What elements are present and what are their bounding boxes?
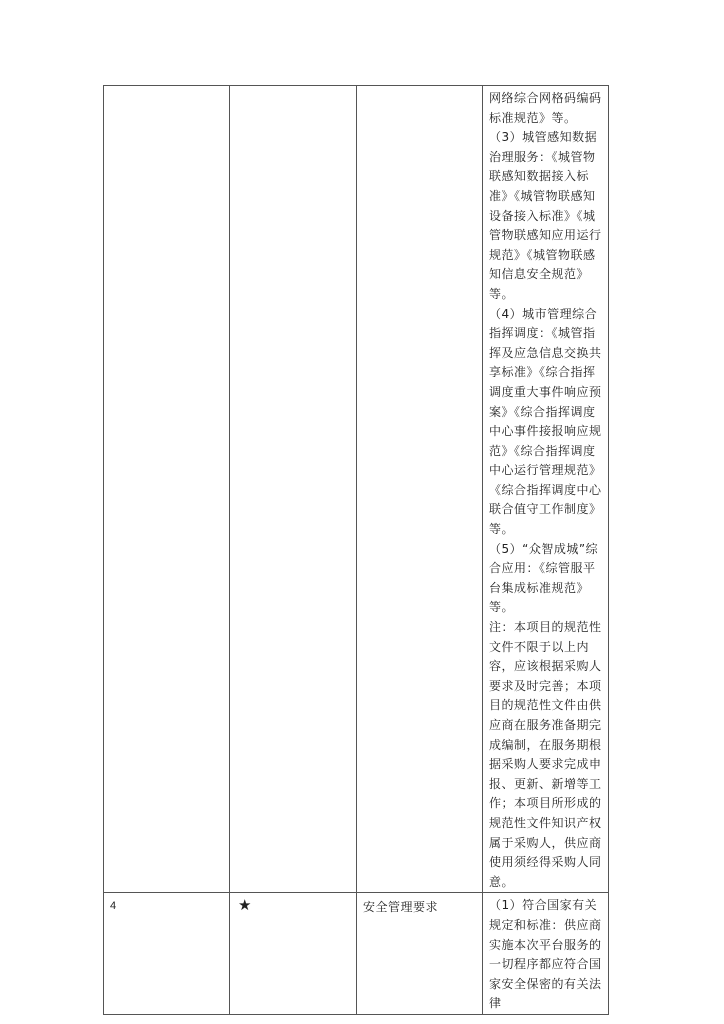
row-number-cell — [104, 86, 230, 893]
row-requirement-cell — [357, 86, 483, 893]
table-row — [104, 86, 609, 893]
row-star-cell — [230, 86, 357, 893]
requirements-table — [103, 85, 609, 1015]
table-row — [104, 893, 609, 1015]
row-star-cell — [230, 893, 357, 1015]
row-number-cell — [104, 893, 230, 1015]
row-number: 4 — [110, 900, 117, 913]
requirement-content-text: （1）符合国家有关规定和标准：供应商实施本次平台服务的一切程序都应符合国家安全保密的有关法律 — [489, 898, 602, 1011]
row-content-cell — [483, 893, 609, 1015]
star-icon: ★ — [238, 896, 252, 915]
row-content-cell — [483, 86, 609, 893]
requirement-title: 安全管理要求 — [363, 900, 439, 915]
continuation-content-text: 网络综合网格码编码标准规范》等。 （3）城管感知数据治理服务：《城管物联感知数据接入标准》《城管物联感知设备接入标准》《城管物联感知应用运行规范》《城管物联感知信息安全规范》等。 （4）城市管理综合指挥调度：《城管指挥及应急信息交换共享标准》《综合指挥调度重大事件响应预案》《综合指挥调度中心事件接报响应规范》《综合指挥调度中心运行管理规范》《综合指挥调度中心联合值守工作制度》等。 （5）“众智成城”综合应用：《综管服平台集成标准规范》等。 注：本项目的规范性文件不限于以上内容，应该根据采购人要求及时完善；本项目的规范性文件由供应商在服务准备期完成编制，在服务期根据采购人要求完成申报、更新、新增等工作；本项目所形成的规范性文件知识产权属于采购人，供应商使用须经得采购人同意。 — [489, 91, 602, 889]
row-requirement-cell — [357, 893, 483, 1015]
